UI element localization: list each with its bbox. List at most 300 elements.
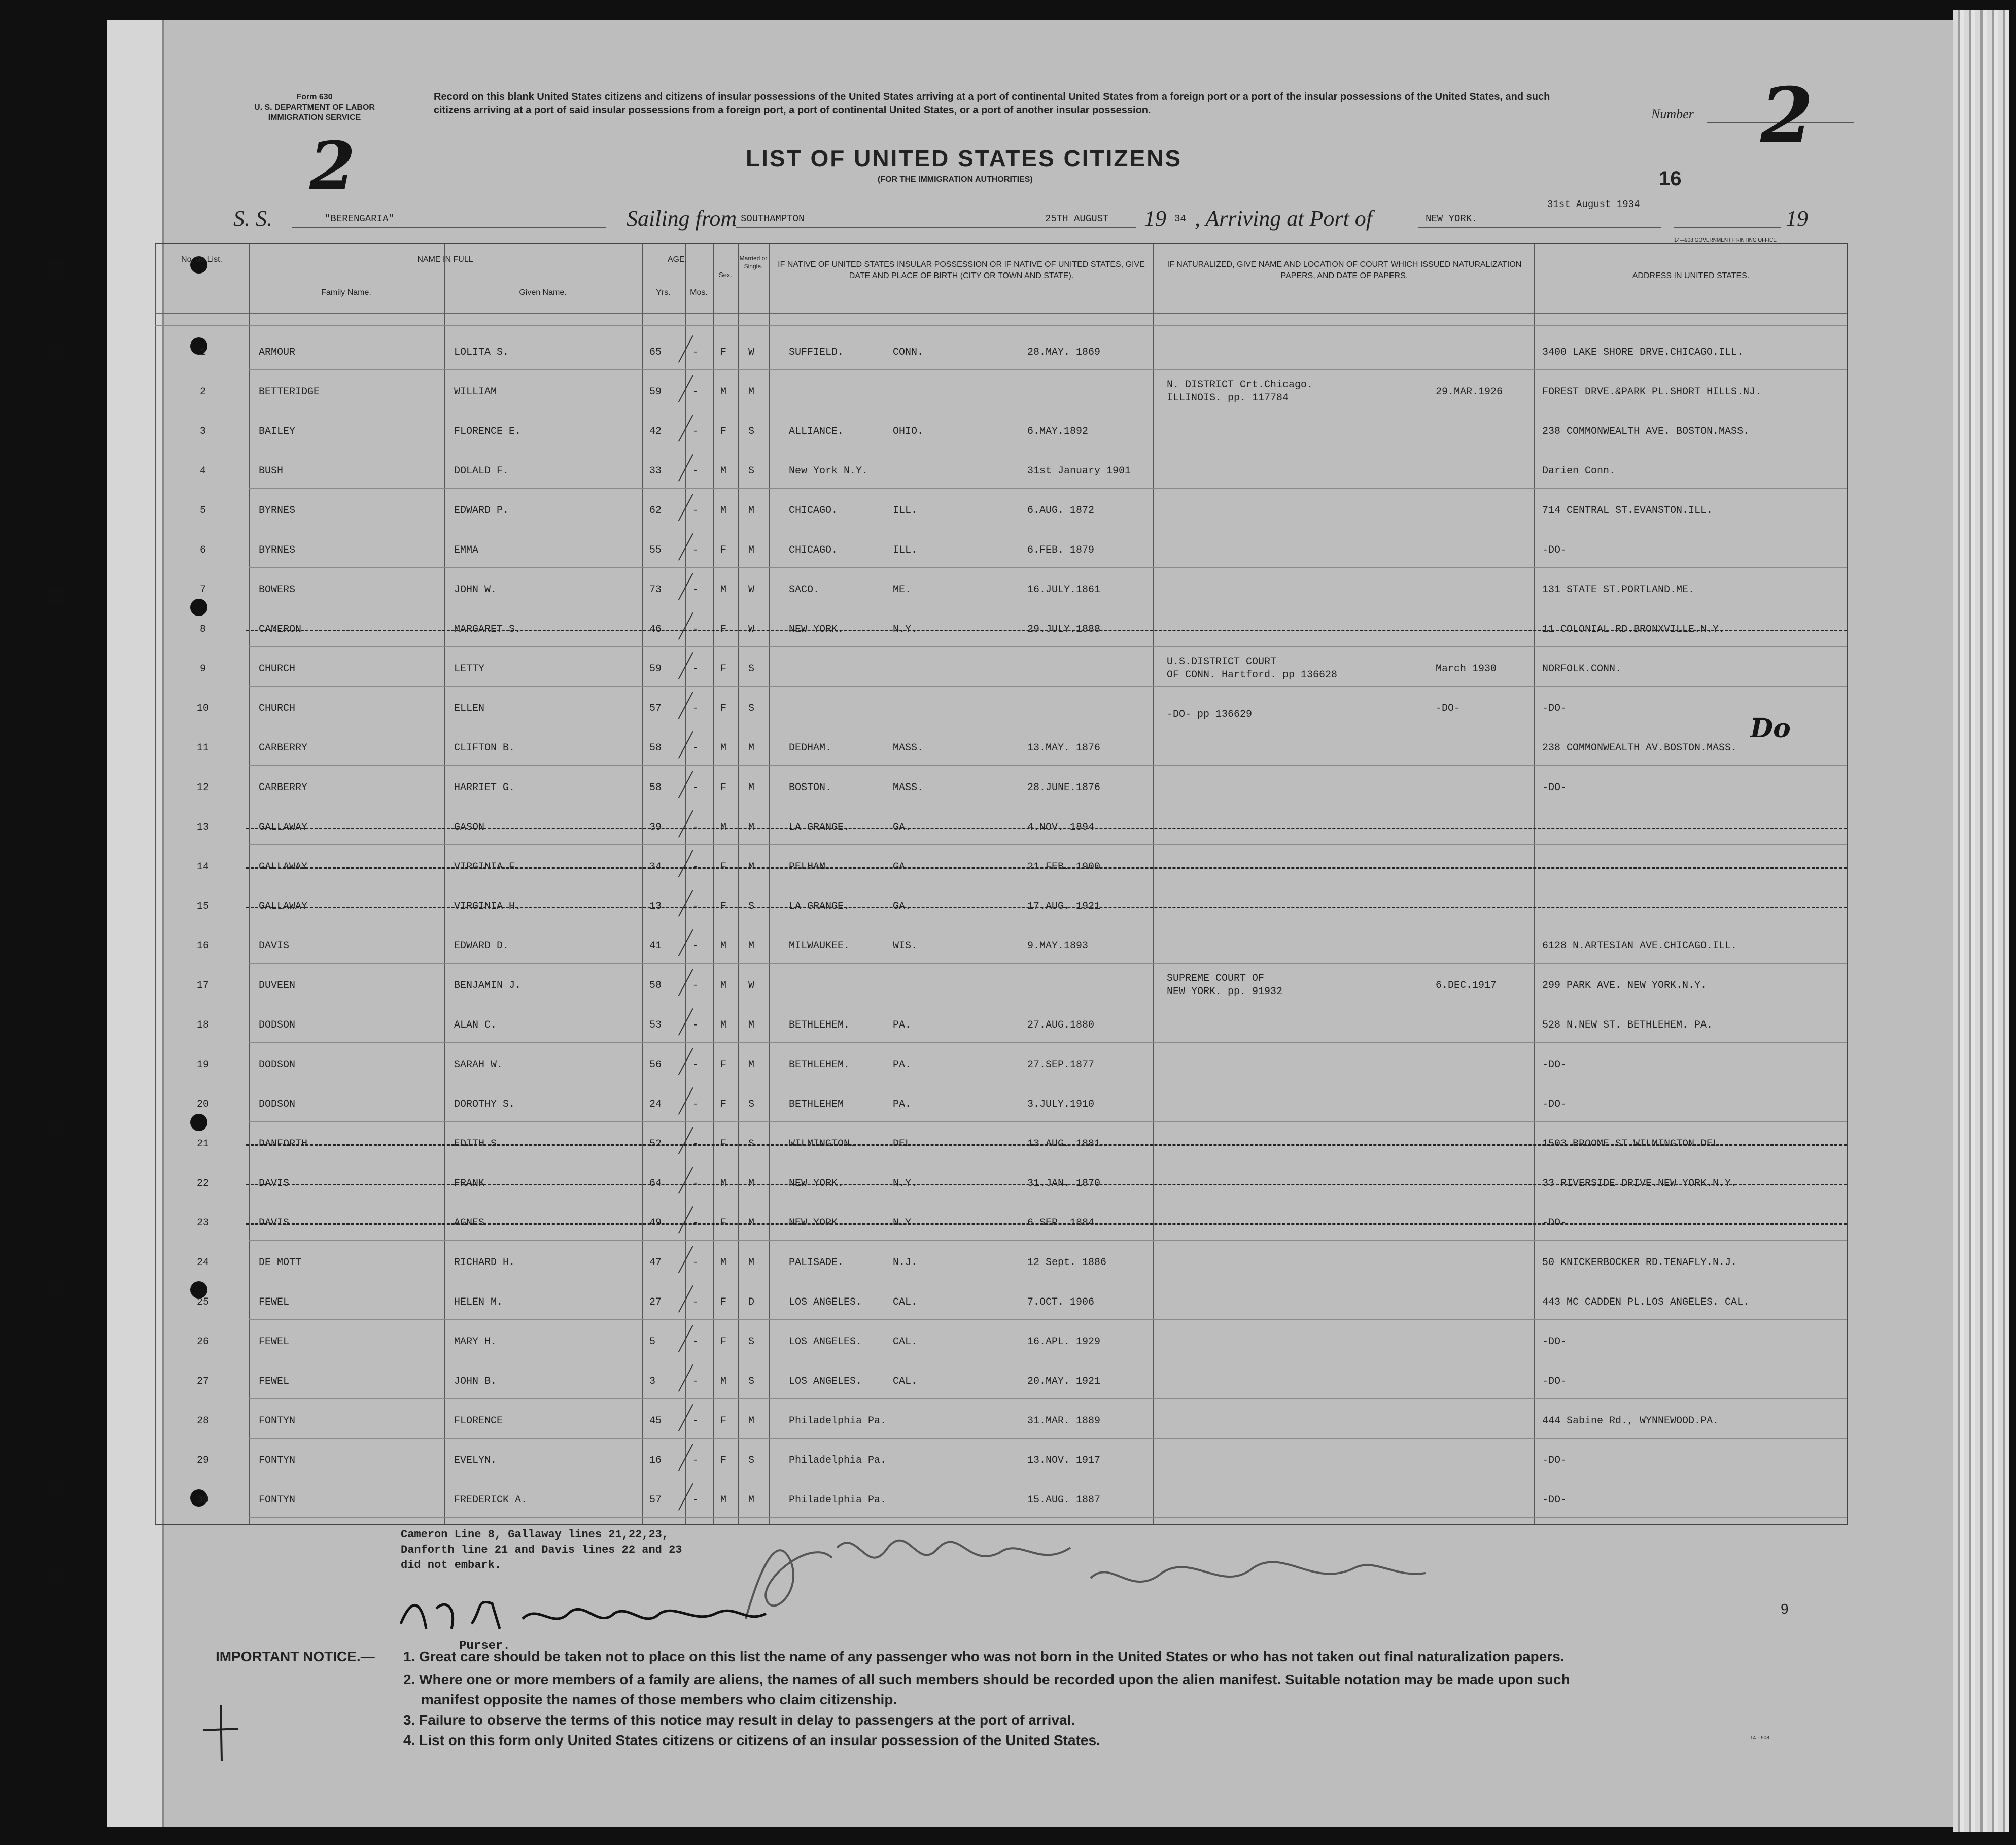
age-years: 56 <box>649 1059 662 1071</box>
page-stack-edge <box>1953 10 2009 1832</box>
check-mark <box>678 929 693 956</box>
birth-date: 31st January 1901 <box>1027 465 1131 477</box>
address: 131 STATE ST.PORTLAND.ME. <box>1542 584 1695 596</box>
address: -DO- <box>1542 1059 1567 1071</box>
check-mark <box>678 1167 693 1194</box>
age-years: 39 <box>649 822 662 833</box>
address: Darien Conn. <box>1542 465 1616 477</box>
nat-date: 29.MAR.1926 <box>1436 386 1503 398</box>
age-years: 16 <box>649 1455 662 1466</box>
given-name: MARY H. <box>454 1336 497 1348</box>
family-name: CARBERRY <box>259 742 308 754</box>
check-mark <box>678 850 693 877</box>
row-number: 9 <box>199 663 206 675</box>
given-name: JOHN W. <box>454 584 497 596</box>
footnote <box>401 1527 682 1573</box>
marital-status: W <box>748 347 755 358</box>
age-years: 58 <box>649 782 662 794</box>
check-mark <box>678 415 693 442</box>
birth-place: NEW YORK. <box>789 1178 844 1189</box>
marital-status: M <box>748 1415 755 1427</box>
hdr-family: Family Name. <box>321 288 371 297</box>
sex: F <box>720 544 727 556</box>
sex: F <box>720 782 727 794</box>
given-name: VIRGINIA H. <box>454 901 522 912</box>
birth-state: DEL. <box>893 1138 918 1150</box>
table-row <box>155 1043 1847 1082</box>
family-name: DUVEEN <box>259 980 296 992</box>
marital-status: S <box>748 901 755 912</box>
address: 528 N.NEW ST. BETHLEHEM. PA. <box>1542 1019 1713 1031</box>
birth-date: 31.JAN. 1870 <box>1027 1178 1101 1189</box>
age-months: - <box>692 940 699 952</box>
address: -DO- <box>1542 703 1567 714</box>
sex: F <box>720 1415 727 1427</box>
birth-state: N.J. <box>893 1257 918 1269</box>
arriving-label: , Arriving at Port of <box>1195 206 1372 231</box>
given-name: VIRGINIA F. <box>454 861 522 873</box>
birth-state: GA. <box>893 901 912 912</box>
birth-date: 13.MAY. 1876 <box>1027 742 1101 754</box>
family-name: DE MOTT <box>259 1257 302 1269</box>
marital-status: M <box>748 1494 755 1506</box>
strike-through-line <box>246 907 1847 908</box>
form-number: Form 630 <box>296 93 333 101</box>
handwritten-sheet-mark: 2 <box>309 127 356 204</box>
sailing-port: SOUTHAMPTON <box>741 213 805 224</box>
age-months: - <box>692 861 699 873</box>
hdr-no: No. on List. <box>181 255 222 264</box>
address: 238 COMMONWEALTH AVE. BOSTON.MASS. <box>1542 426 1750 437</box>
handwritten-do: Do <box>1750 713 1791 744</box>
age-months: - <box>692 347 699 358</box>
birth-state: PA. <box>893 1019 912 1031</box>
family-name: CHURCH <box>259 703 296 714</box>
check-mark <box>678 810 693 838</box>
table-row <box>155 805 1847 845</box>
sex: F <box>720 1455 727 1466</box>
age-years: 13 <box>649 901 662 912</box>
purser-signature <box>391 1588 873 1644</box>
marital-status: W <box>748 584 755 596</box>
given-name: AGNES <box>454 1217 485 1229</box>
marital-status: M <box>748 1059 755 1071</box>
check-mark <box>678 890 693 917</box>
age-months: - <box>692 663 699 675</box>
sex: M <box>720 505 727 517</box>
marital-status: M <box>748 1217 755 1229</box>
birth-date: 16.APL. 1929 <box>1027 1336 1101 1348</box>
birth-date: 17.AUG. 1921 <box>1027 901 1101 912</box>
marital-status: W <box>748 624 755 635</box>
sex: F <box>720 901 727 912</box>
service: IMMIGRATION SERVICE <box>268 113 361 122</box>
trailing-year: 19 <box>1786 206 1808 231</box>
age-months: - <box>692 544 699 556</box>
strike-through-line <box>246 1144 1847 1146</box>
notice-item: 3. Failure to observe the terms of this notice may result in delay to passengers at the port of arrival. <box>403 1712 1075 1728</box>
table-row <box>155 1320 1847 1359</box>
nat-court-location: -DO- pp 136629 <box>1167 709 1253 721</box>
birth-date: 21.FEB. 1900 <box>1027 861 1101 873</box>
birth-place: LA GRANGE. <box>789 822 850 833</box>
birth-state: MASS. <box>893 782 924 794</box>
header-bottom-rule <box>155 325 1847 326</box>
marital-status: D <box>748 1296 755 1308</box>
given-name: GASON <box>454 822 485 833</box>
age-years: 52 <box>649 1138 662 1150</box>
given-name: FLORENCE <box>454 1415 503 1427</box>
given-name: RICHARD H. <box>454 1257 515 1269</box>
check-mark <box>678 375 693 402</box>
given-name: HARRIET G. <box>454 782 515 794</box>
birth-place: New York N.Y. <box>789 465 868 477</box>
row-number: 27 <box>196 1376 209 1387</box>
marital-status: S <box>748 1455 755 1466</box>
marital-status: S <box>748 663 755 675</box>
birth-state: N.Y. <box>893 1178 918 1189</box>
nat-court-location: OF CONN. Hartford. pp 136628 <box>1167 669 1338 681</box>
table-row <box>155 528 1847 568</box>
age-years: 46 <box>649 624 662 635</box>
age-months: - <box>692 1099 699 1110</box>
age-months: - <box>692 1138 699 1150</box>
sex: M <box>720 822 727 833</box>
print-code: 14—908 <box>1750 1735 1769 1741</box>
given-name: FREDERICK A. <box>454 1494 528 1506</box>
birth-date: 13.NOV. 1917 <box>1027 1455 1101 1466</box>
notice-item: manifest opposite the names of those members who claim citizenship. <box>421 1692 897 1707</box>
arrival-port-rule <box>1418 227 1661 228</box>
age-months: - <box>692 1296 699 1308</box>
family-name: BYRNES <box>259 505 296 517</box>
address: 3400 LAKE SHORE DRVE.CHICAGO.ILL. <box>1542 347 1744 358</box>
sex: F <box>720 861 727 873</box>
arrival-date-rule <box>1674 227 1781 228</box>
hdr-mos: Mos. <box>690 288 708 297</box>
binding-hole <box>46 1565 66 1586</box>
age-years: 53 <box>649 1019 662 1031</box>
number-label: Number <box>1651 107 1694 121</box>
marital-status: S <box>748 1376 755 1387</box>
age-months: - <box>692 822 699 833</box>
family-name: CAMERON <box>259 624 302 635</box>
birth-date: 28.MAY. 1869 <box>1027 347 1101 358</box>
birth-state: ILL. <box>893 505 918 517</box>
birth-place: LOS ANGELES. <box>789 1296 862 1308</box>
passenger-table <box>155 243 1848 1525</box>
marital-status: M <box>748 861 755 873</box>
sex: M <box>720 1019 727 1031</box>
table-row <box>155 766 1847 805</box>
birth-date: 6.SEP. 1884 <box>1027 1217 1095 1229</box>
birth-place: BETHLEHEM <box>789 1099 844 1110</box>
given-name: EDWARD D. <box>454 940 509 952</box>
hdr-address: ADDRESS IN UNITED STATES. <box>1632 271 1750 280</box>
age-years: 57 <box>649 703 662 714</box>
given-name: WILLIAM <box>454 386 497 398</box>
department: U. S. DEPARTMENT OF LABOR <box>254 103 375 112</box>
footnote-line: Danforth line 21 and Davis lines 22 and 23 <box>401 1544 682 1556</box>
binding-hole <box>46 1119 66 1139</box>
arrival-date: 31st August 1934 <box>1547 199 1640 210</box>
row-number: 23 <box>196 1217 209 1229</box>
address: 1503 BROOME ST.WILMINGTON.DEL. <box>1542 1138 1725 1150</box>
table-row <box>155 1161 1847 1201</box>
form-instructions: Record on this blank United States citizens and citizens of insular possessions of the United States arriving at a port of continental United States from a foreign port or a port of the insular possessions of the United States, and such citizens arriving at a port of said insular possessions from a foreign port, a port of continental United States, or a port of another insular possession. <box>434 91 1550 116</box>
family-name: GALLAWAY <box>259 822 308 833</box>
family-name: BOWERS <box>259 584 296 596</box>
table-row <box>155 1082 1847 1122</box>
birth-place: CHICAGO. <box>789 544 838 556</box>
footnote-line: did not embark. <box>401 1559 502 1571</box>
notice-item: 2. Where one or more members of a family are aliens, the names of all such members should be recorded upon the alien manifest. Suitable notation may be made upon such <box>403 1671 1570 1687</box>
birth-place: SACO. <box>789 584 820 596</box>
marital-status: S <box>748 703 755 714</box>
strike-through-line <box>246 828 1847 829</box>
birth-place: BETHLEHEM. <box>789 1019 850 1031</box>
nat-date: March 1930 <box>1436 663 1497 675</box>
birth-date: 6.MAY.1892 <box>1027 426 1089 437</box>
age-years: 64 <box>649 1178 662 1189</box>
sailing-label: Sailing from <box>627 206 737 231</box>
given-name: ALAN C. <box>454 1019 497 1031</box>
birth-date: 31.MAR. 1889 <box>1027 1415 1101 1427</box>
notice-item: 1. Great care should be taken not to place on this list the name of any passenger who was not born in the United States or who has not taken out final naturalization papers. <box>403 1649 1565 1664</box>
given-name: BENJAMIN J. <box>454 980 522 992</box>
birth-state: CONN. <box>893 347 924 358</box>
sex: M <box>720 1376 727 1387</box>
birth-place: Philadelphia Pa. <box>789 1455 887 1466</box>
notice-item: 4. List on this form only United States citizens or citizens of an insular possession of the United States. <box>403 1732 1100 1748</box>
check-mark <box>678 1325 693 1352</box>
row-number: 25 <box>196 1296 209 1308</box>
sex: F <box>720 426 727 437</box>
given-name: DOLALD F. <box>454 465 509 477</box>
address: -DO- <box>1542 1376 1567 1387</box>
nat-court: U.S.DISTRICT COURT <box>1167 656 1277 668</box>
birth-state: CAL. <box>893 1296 918 1308</box>
nat-date: -DO- <box>1436 703 1461 714</box>
age-months: - <box>692 1019 699 1031</box>
family-name: FEWEL <box>259 1376 290 1387</box>
strike-through-line <box>246 630 1847 631</box>
row-number: 12 <box>196 782 209 794</box>
sex: M <box>720 940 727 952</box>
birth-date: 4.NOV. 1894 <box>1027 822 1095 833</box>
age-months: - <box>692 465 699 477</box>
address: 238 COMMONWEALTH AV.BOSTON.MASS. <box>1542 742 1737 754</box>
birth-date: 27.AUG.1880 <box>1027 1019 1095 1031</box>
given-name: MARGARET S. <box>454 624 522 635</box>
family-name: DODSON <box>259 1019 296 1031</box>
row-number: 14 <box>196 861 209 873</box>
birth-place: Philadelphia Pa. <box>789 1415 887 1427</box>
hdr-sex: Sex. <box>718 271 732 279</box>
row-number: 2 <box>199 386 206 398</box>
given-name: FRANK <box>454 1178 485 1189</box>
birth-place: LOS ANGELES. <box>789 1336 862 1348</box>
check-mark <box>678 454 693 482</box>
age-months: - <box>692 980 699 992</box>
given-name: EVELYN. <box>454 1455 497 1466</box>
table-row <box>155 1201 1847 1241</box>
age-years: 42 <box>649 426 662 437</box>
important-notice-heading: IMPORTANT NOTICE.— <box>216 1649 375 1664</box>
table-row <box>155 1241 1847 1280</box>
check-mark <box>678 335 693 363</box>
age-years: 59 <box>649 386 662 398</box>
sex: M <box>720 980 727 992</box>
birth-place: PELHAM. <box>789 861 832 873</box>
address: -DO- <box>1542 1099 1567 1110</box>
family-name: BUSH <box>259 465 284 477</box>
birth-place: PALISADE. <box>789 1257 844 1269</box>
nat-date: 6.DEC.1917 <box>1436 980 1497 992</box>
table-row <box>155 568 1847 607</box>
family-name: FEWEL <box>259 1336 290 1348</box>
birth-date: 16.JULY.1861 <box>1027 584 1101 596</box>
binding-hole <box>46 340 66 360</box>
birth-state: WIS. <box>893 940 918 952</box>
footnote-line: Cameron Line 8, Gallaway lines 21,22,23, <box>401 1528 669 1541</box>
check-mark <box>678 1404 693 1431</box>
given-name: JOHN B. <box>454 1376 497 1387</box>
age-months: - <box>692 505 699 517</box>
check-mark <box>678 1364 693 1392</box>
check-mark <box>678 1008 693 1036</box>
row-number: 10 <box>196 703 209 714</box>
age-months: - <box>692 426 699 437</box>
nat-court: N. DISTRICT Crt.Chicago. <box>1167 379 1313 391</box>
birth-date: 27.SEP.1877 <box>1027 1059 1095 1071</box>
age-years: 33 <box>649 465 662 477</box>
birth-date: 6.AUG. 1872 <box>1027 505 1095 517</box>
table-row <box>155 845 1847 884</box>
age-months: - <box>692 1494 699 1506</box>
sex: M <box>720 742 727 754</box>
hdr-birth: IF NATIVE OF UNITED STATES INSULAR POSSESSION OR IF NATIVE OF UNITED STATES, GIVE DATE AND PLACE OF BIRTH (CITY OR TOWN AND STATE). <box>778 260 1145 280</box>
marital-status: M <box>748 544 755 556</box>
row-number: 13 <box>196 822 209 833</box>
row-number: 3 <box>199 426 206 437</box>
given-name: EMMA <box>454 544 479 556</box>
sex: F <box>720 1217 727 1229</box>
sex: F <box>720 1336 727 1348</box>
table-row <box>155 647 1847 687</box>
row-number: 11 <box>196 742 209 754</box>
marital-status: S <box>748 1099 755 1110</box>
page-number: 9 <box>1781 1601 1789 1617</box>
given-name: EDWARD P. <box>454 505 509 517</box>
birth-state: N.Y. <box>893 1217 918 1229</box>
stamp-16: 16 <box>1659 167 1682 190</box>
sex: F <box>720 663 727 675</box>
strike-through-line <box>246 867 1847 869</box>
table-row <box>155 1003 1847 1043</box>
marital-status: S <box>748 465 755 477</box>
address: 299 PARK AVE. NEW YORK.N.Y. <box>1542 980 1707 992</box>
table-row <box>155 449 1847 489</box>
marital-status: S <box>748 1138 755 1150</box>
table-row <box>155 924 1847 964</box>
sailing-date: 25TH AUGUST <box>1045 213 1109 224</box>
check-mark <box>678 692 693 719</box>
print-code-header: 14—908 GOVERNMENT PRINTING OFFICE <box>1674 237 1777 243</box>
birth-date: 13.AUG. 1881 <box>1027 1138 1101 1150</box>
binding-hole <box>46 586 66 606</box>
strike-through-line <box>246 1184 1847 1185</box>
age-months: - <box>692 624 699 635</box>
age-years: 58 <box>649 980 662 992</box>
birth-place: LA GRANGE. <box>789 901 850 912</box>
check-mark <box>678 1444 693 1471</box>
age-months: - <box>692 1059 699 1071</box>
binding-hole <box>46 1479 66 1499</box>
table-row <box>155 1478 1847 1518</box>
sex: F <box>720 1099 727 1110</box>
binding-hole <box>46 1279 66 1299</box>
age-months: - <box>692 584 699 596</box>
age-months: - <box>692 1415 699 1427</box>
age-years: 55 <box>649 544 662 556</box>
address: -DO- <box>1542 1494 1567 1506</box>
table-row <box>155 409 1847 449</box>
family-name: DAVIS <box>259 1217 290 1229</box>
ship-rule <box>292 227 606 228</box>
family-name: DODSON <box>259 1059 296 1071</box>
age-years: 57 <box>649 1494 662 1506</box>
row-number: 4 <box>199 465 206 477</box>
age-months: - <box>692 782 699 794</box>
row-number: 7 <box>199 584 206 596</box>
table-row <box>155 1122 1847 1161</box>
row-number: 8 <box>199 624 206 635</box>
ship-name: "BERENGARIA" <box>325 213 394 224</box>
table-row <box>155 330 1847 370</box>
address: 11 COLONIAL RD.BRONXVILLE.N.Y. <box>1542 624 1725 635</box>
birth-place: LOS ANGELES. <box>789 1376 862 1387</box>
birth-place: NEW YORK. <box>789 1217 844 1229</box>
table-row <box>155 964 1847 1003</box>
birth-place: Philadelphia Pa. <box>789 1494 887 1506</box>
hdr-yrs: Yrs. <box>656 288 671 297</box>
age-years: 49 <box>649 1217 662 1229</box>
age-years: 5 <box>649 1336 656 1348</box>
marital-status: M <box>748 1257 755 1269</box>
row-number: 15 <box>196 901 209 912</box>
birth-place: BOSTON. <box>789 782 832 794</box>
address: FOREST DRVE.&PARK PL.SHORT HILLS.NJ. <box>1542 386 1762 398</box>
birth-date: 15.AUG. 1887 <box>1027 1494 1101 1506</box>
arrival-port: NEW YORK. <box>1426 213 1478 224</box>
birth-place: MILWAUKEE. <box>789 940 850 952</box>
age-months: - <box>692 1455 699 1466</box>
address: 6128 N.ARTESIAN AVE.CHICAGO.ILL. <box>1542 940 1737 952</box>
birth-state: MASS. <box>893 742 924 754</box>
row-number: 22 <box>196 1178 209 1189</box>
family-name: BETTERIDGE <box>259 386 320 398</box>
birth-date: 3.JULY.1910 <box>1027 1099 1095 1110</box>
row-number: 21 <box>196 1138 209 1150</box>
check-mark <box>678 494 693 521</box>
table-row <box>155 370 1847 409</box>
address: 714 CENTRAL ST.EVANSTON.ILL. <box>1542 505 1713 517</box>
sex: M <box>720 1257 727 1269</box>
family-name: FONTYN <box>259 1455 296 1466</box>
row-number: 5 <box>199 505 206 517</box>
row-number: 16 <box>196 940 209 952</box>
